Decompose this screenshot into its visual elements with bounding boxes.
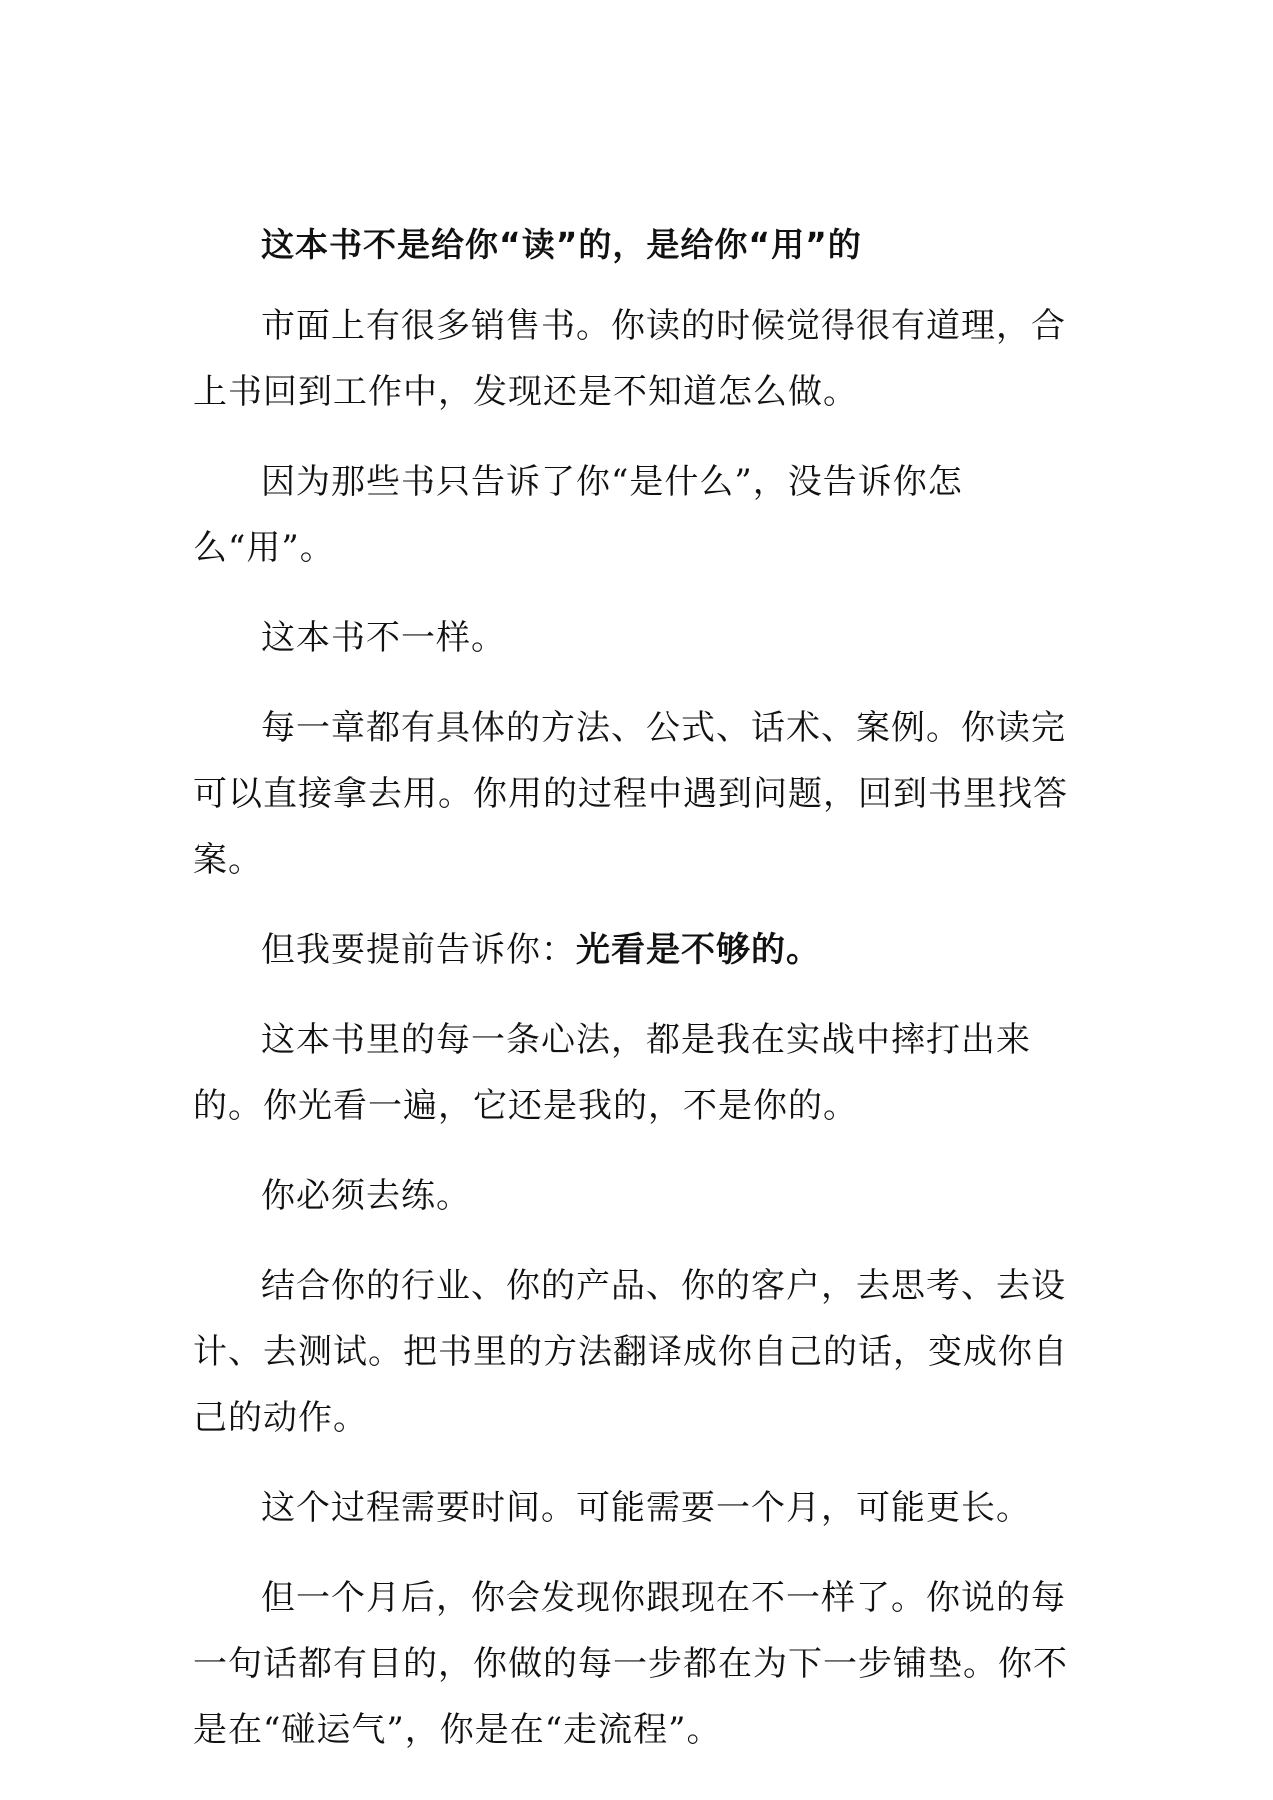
paragraph: 你必须去练。 xyxy=(261,1176,471,1216)
emphasis-lead: 但我要提前告诉你： xyxy=(261,930,576,970)
emphasis-bold-text: 光看是不够的。 xyxy=(576,930,821,970)
paragraph: 市面上有很多销售书。你读的时候觉得很有道理，合上书回到工作中，发现还是不知道怎么做。 xyxy=(193,306,1066,412)
paragraph: 这本书不一样。 xyxy=(261,618,506,658)
paragraph: 结合你的行业、你的产品、你的客户，去思考、去设计、去测试。把书里的方法翻译成你自己的话，变成你自己的动作。 xyxy=(193,1266,1068,1438)
section-heading: 这本书不是给你“读”的，是给你“用”的 xyxy=(261,225,862,264)
paragraph: 因为那些书只告诉了你“是什么”，没告诉你怎么“用”。 xyxy=(193,462,963,568)
paragraph: 每一章都有具体的方法、公式、话术、案例。你读完可以直接拿去用。你用的过程中遇到问题，回到书里找答案。 xyxy=(193,708,1068,880)
emphasis-paragraph xyxy=(193,917,1083,983)
paragraph: 但一个月后，你会发现你跟现在不一样了。你说的每一句话都有目的，你做的每一步都在为下一步铺垫。你不是在“碰运气”，你是在“走流程”。 xyxy=(193,1578,1068,1750)
paragraph: 这个过程需要时间。可能需要一个月，可能更长。 xyxy=(261,1488,1031,1528)
paragraph: 这本书里的每一条心法，都是我在实战中摔打出来的。你光看一遍，它还是我的，不是你的。 xyxy=(193,1020,1031,1126)
document-body xyxy=(193,225,1083,1787)
